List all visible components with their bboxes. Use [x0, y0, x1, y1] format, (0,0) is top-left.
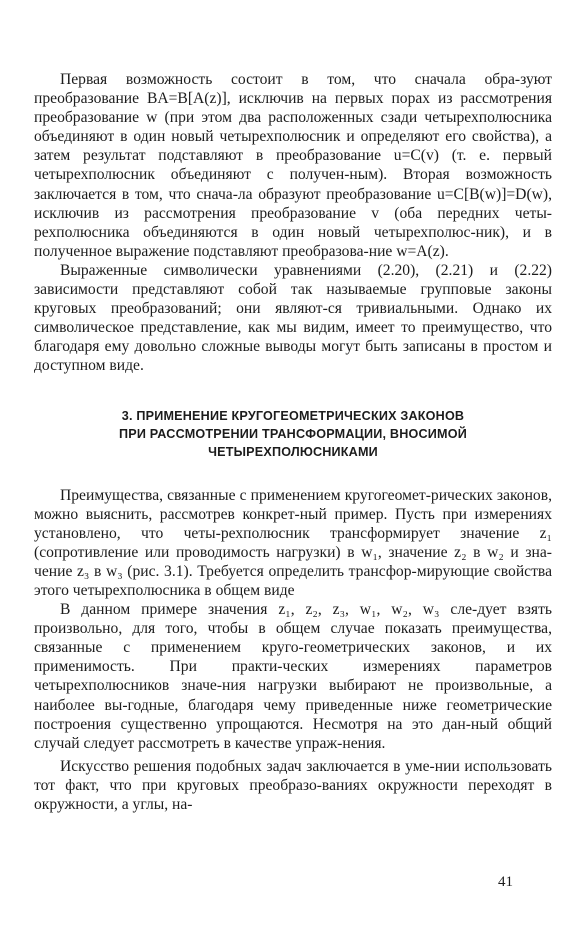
paragraph-1: Первая возможность состоит в том, что сначала обра-зуют преобразование BA=B[A(z)], исключив на первых порах из рассмотрения преобразование w (при этом два расположенных сзади четырехполюсника объединяют в один новый четырехполюсник и определяют его свойства), а затем результат подставляют в преобразование u=C(v) (т. е. первый четырехполюсник объединяют с получен-ным). Вторая возможность заключается в том, что снача-ла образуют преобразование u=C[B(w)]=D(w), исключив из рассмотрения преобразование v (оба передних четы-рехполюсника объединяются в один новый четырехполюс-ник), и в полученное выражение подставляют преобразова-ние w=A(z). — [34, 71, 552, 260]
page-body — [34, 70, 552, 814]
paragraph-2: Выраженные символически уравнениями (2.20), (2.21) и (2.22) зависимости представляют собой так называемые групповые законы круговых преобразований; они являют-ся тривиальными. Однако их символическое представление, как мы видим, имеет то преимущество, что благодаря ему довольно сложные выводы могут быть записаны в простом и доступном виде. — [34, 261, 552, 375]
page-number: 41 — [498, 874, 513, 890]
paragraph-3: Преимущества, связанные с применением кругогеомет-рических законов, можно выяснить, рассмотрев конкрет-ный пример. Пусть при измерениях установлено, что четы-рехполюсник трансформирует значение z₁ (сопротивление или проводимость нагрузки) в w₁, значение z₂ в w₂ и зна-чение z₃ в w₃ (рис. 3.1). Требуется определить трансфор-мирующие свойства этого четырехполюсника в общем виде — [34, 486, 552, 599]
section-heading-line-3: ЧЕТЫРЕХПОЛЮСНИКАМИ — [208, 444, 378, 459]
section-heading-line-1: 3. ПРИМЕНЕНИЕ КРУГОГЕОМЕТРИЧЕСКИХ ЗАКОНОВ — [121, 408, 465, 423]
section-heading — [34, 407, 552, 461]
section-heading-line-2: ПРИ РАССМОТРЕНИИ ТРАНСФОРМАЦИИ, ВНОСИМОЙ — [119, 426, 467, 441]
paragraph-4: В данном примере значения z₁, z₂, z₃, w₁, w₂, w₃ сле-дует взять произвольно, для того, чтобы в общем случае показать преимущества, связанные с применением круго-геометрических законов, и их применимость. При практи-ческих измерениях параметров четырехполюсников значе-ния нагрузки выбирают не произвольные, а наиболее вы-годные, благодаря чему приведенные ниже геометрические построения существенно упрощаются. Несмотря на это дан-ный общий случай следует рассмотреть в качестве упраж-нения. — [34, 601, 552, 752]
paragraph-5: Искусство решения подобных задач заключается в уме-нии использовать тот факт, что при круговых преобразо-ваниях окружности переходят в окружности, а углы, на- — [34, 757, 552, 813]
